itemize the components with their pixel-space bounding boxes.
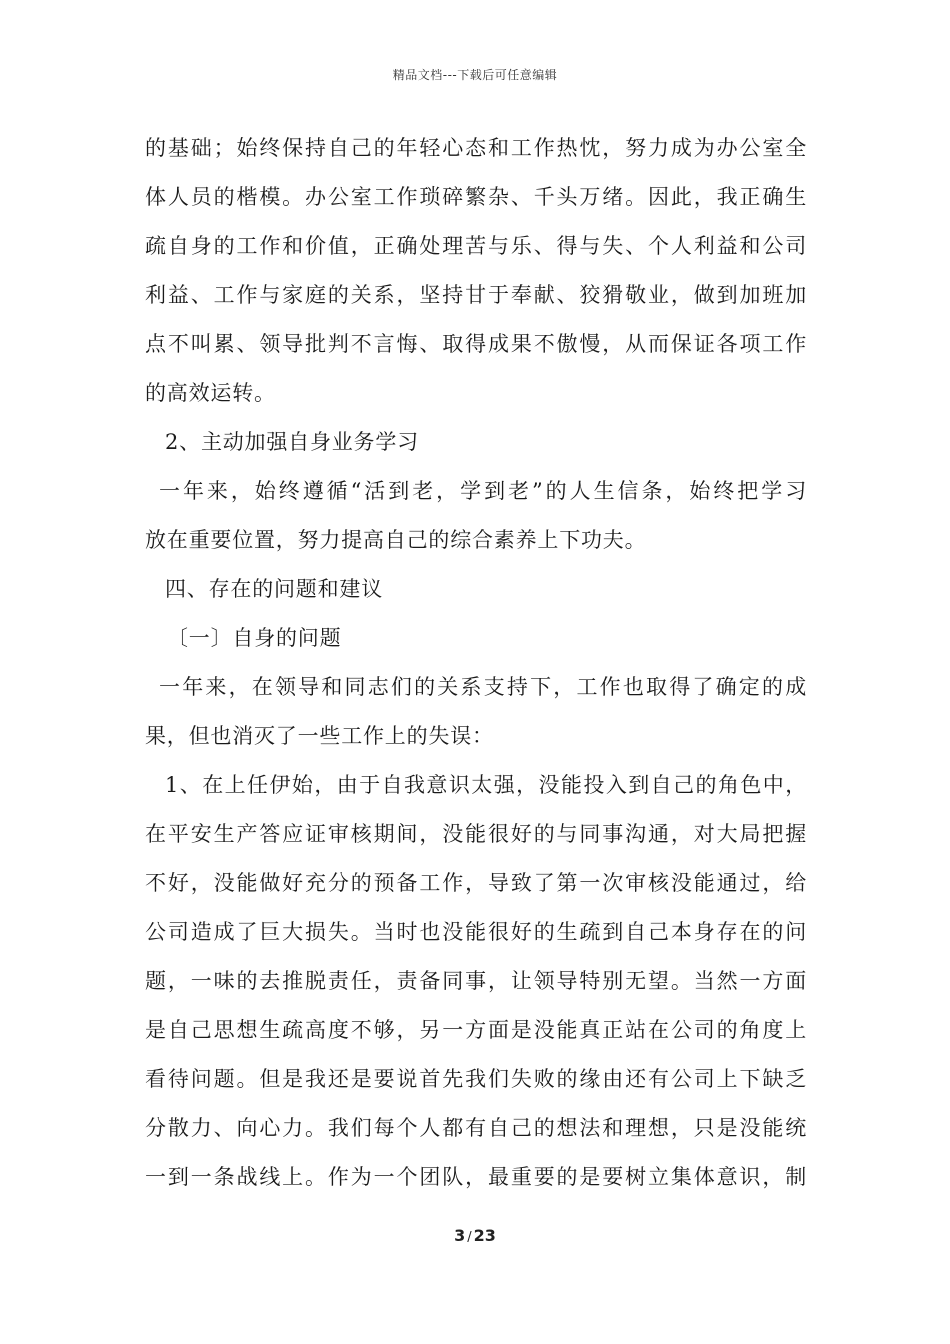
page-number bbox=[0, 1226, 950, 1245]
paragraph-line: 是自己思想生疏高度不够，另一方面是没能真正站在公司的角度上 bbox=[145, 1018, 807, 1042]
paragraph-line: 利益、工作与家庭的关系，坚持甘于奉献、狡猾敬业，做到加班加 bbox=[145, 283, 807, 307]
paragraph-line: 公司造成了巨大损失。当时也没能很好的生疏到自己本身存在的问 bbox=[145, 920, 807, 944]
paragraph-line: 分散力、向心力。我们每个人都有自己的想法和理想，只是没能统 bbox=[145, 1116, 807, 1140]
paragraph-line: 不好，没能做好充分的预备工作，导致了第一次审核没能通过，给 bbox=[145, 871, 807, 895]
page-header: 精品文档---下载后可任意编辑 bbox=[392, 68, 558, 82]
paragraph-line: 1、在上任伊始，由于自我意识太强，没能投入到自己的角色中， bbox=[165, 773, 807, 797]
paragraph-line: 放在重要位置，努力提高自己的综合素养上下功夫。 bbox=[145, 528, 647, 552]
paragraph-line: 的基础；始终保持自己的年轻心态和工作热忱，努力成为办公室全 bbox=[145, 136, 807, 160]
paragraph-line: 果，但也消灭了一些工作上的失误： bbox=[145, 724, 494, 748]
paragraph-line: 点不叫累、领导批判不言悔、取得成果不傲慢，从而保证各项工作 bbox=[145, 332, 807, 356]
section-heading: 四、存在的问题和建议 bbox=[165, 577, 383, 601]
section-heading: 2、主动加强自身业务学习 bbox=[165, 430, 419, 454]
paragraph-line: 疏自身的工作和价值，正确处理苦与乐、得与失、个人利益和公司 bbox=[145, 234, 807, 258]
paragraph-line: 一年来，在领导和同志们的关系支持下，工作也取得了确定的成 bbox=[159, 675, 807, 699]
current-page-number: 3 bbox=[454, 1226, 466, 1245]
paragraph-line: 看待问题。但是我还是要说首先我们失败的缘由还有公司上下缺乏 bbox=[145, 1067, 807, 1091]
subsection-heading: 〔一〕自身的问题 bbox=[167, 626, 342, 650]
paragraph-line: 一年来，始终遵循“活到老，学到老”的人生信条，始终把学习 bbox=[159, 479, 807, 503]
page-separator: / bbox=[467, 1230, 472, 1245]
paragraph-line: 在平安生产答应证审核期间，没能很好的与同事沟通，对大局把握 bbox=[145, 822, 807, 846]
paragraph-line: 体人员的楷模。办公室工作琐碎繁杂、千头万绪。因此，我正确生 bbox=[145, 185, 807, 209]
paragraph-line: 一到一条战线上。作为一个团队，最重要的是要树立集体意识，制 bbox=[145, 1165, 807, 1189]
paragraph-line: 的高效运转。 bbox=[145, 381, 276, 405]
document-body bbox=[145, 124, 807, 1202]
paragraph-line: 题，一味的去推脱责任，责备同事，让领导特别无望。当然一方面 bbox=[145, 969, 807, 993]
total-page-count: 23 bbox=[473, 1226, 496, 1245]
